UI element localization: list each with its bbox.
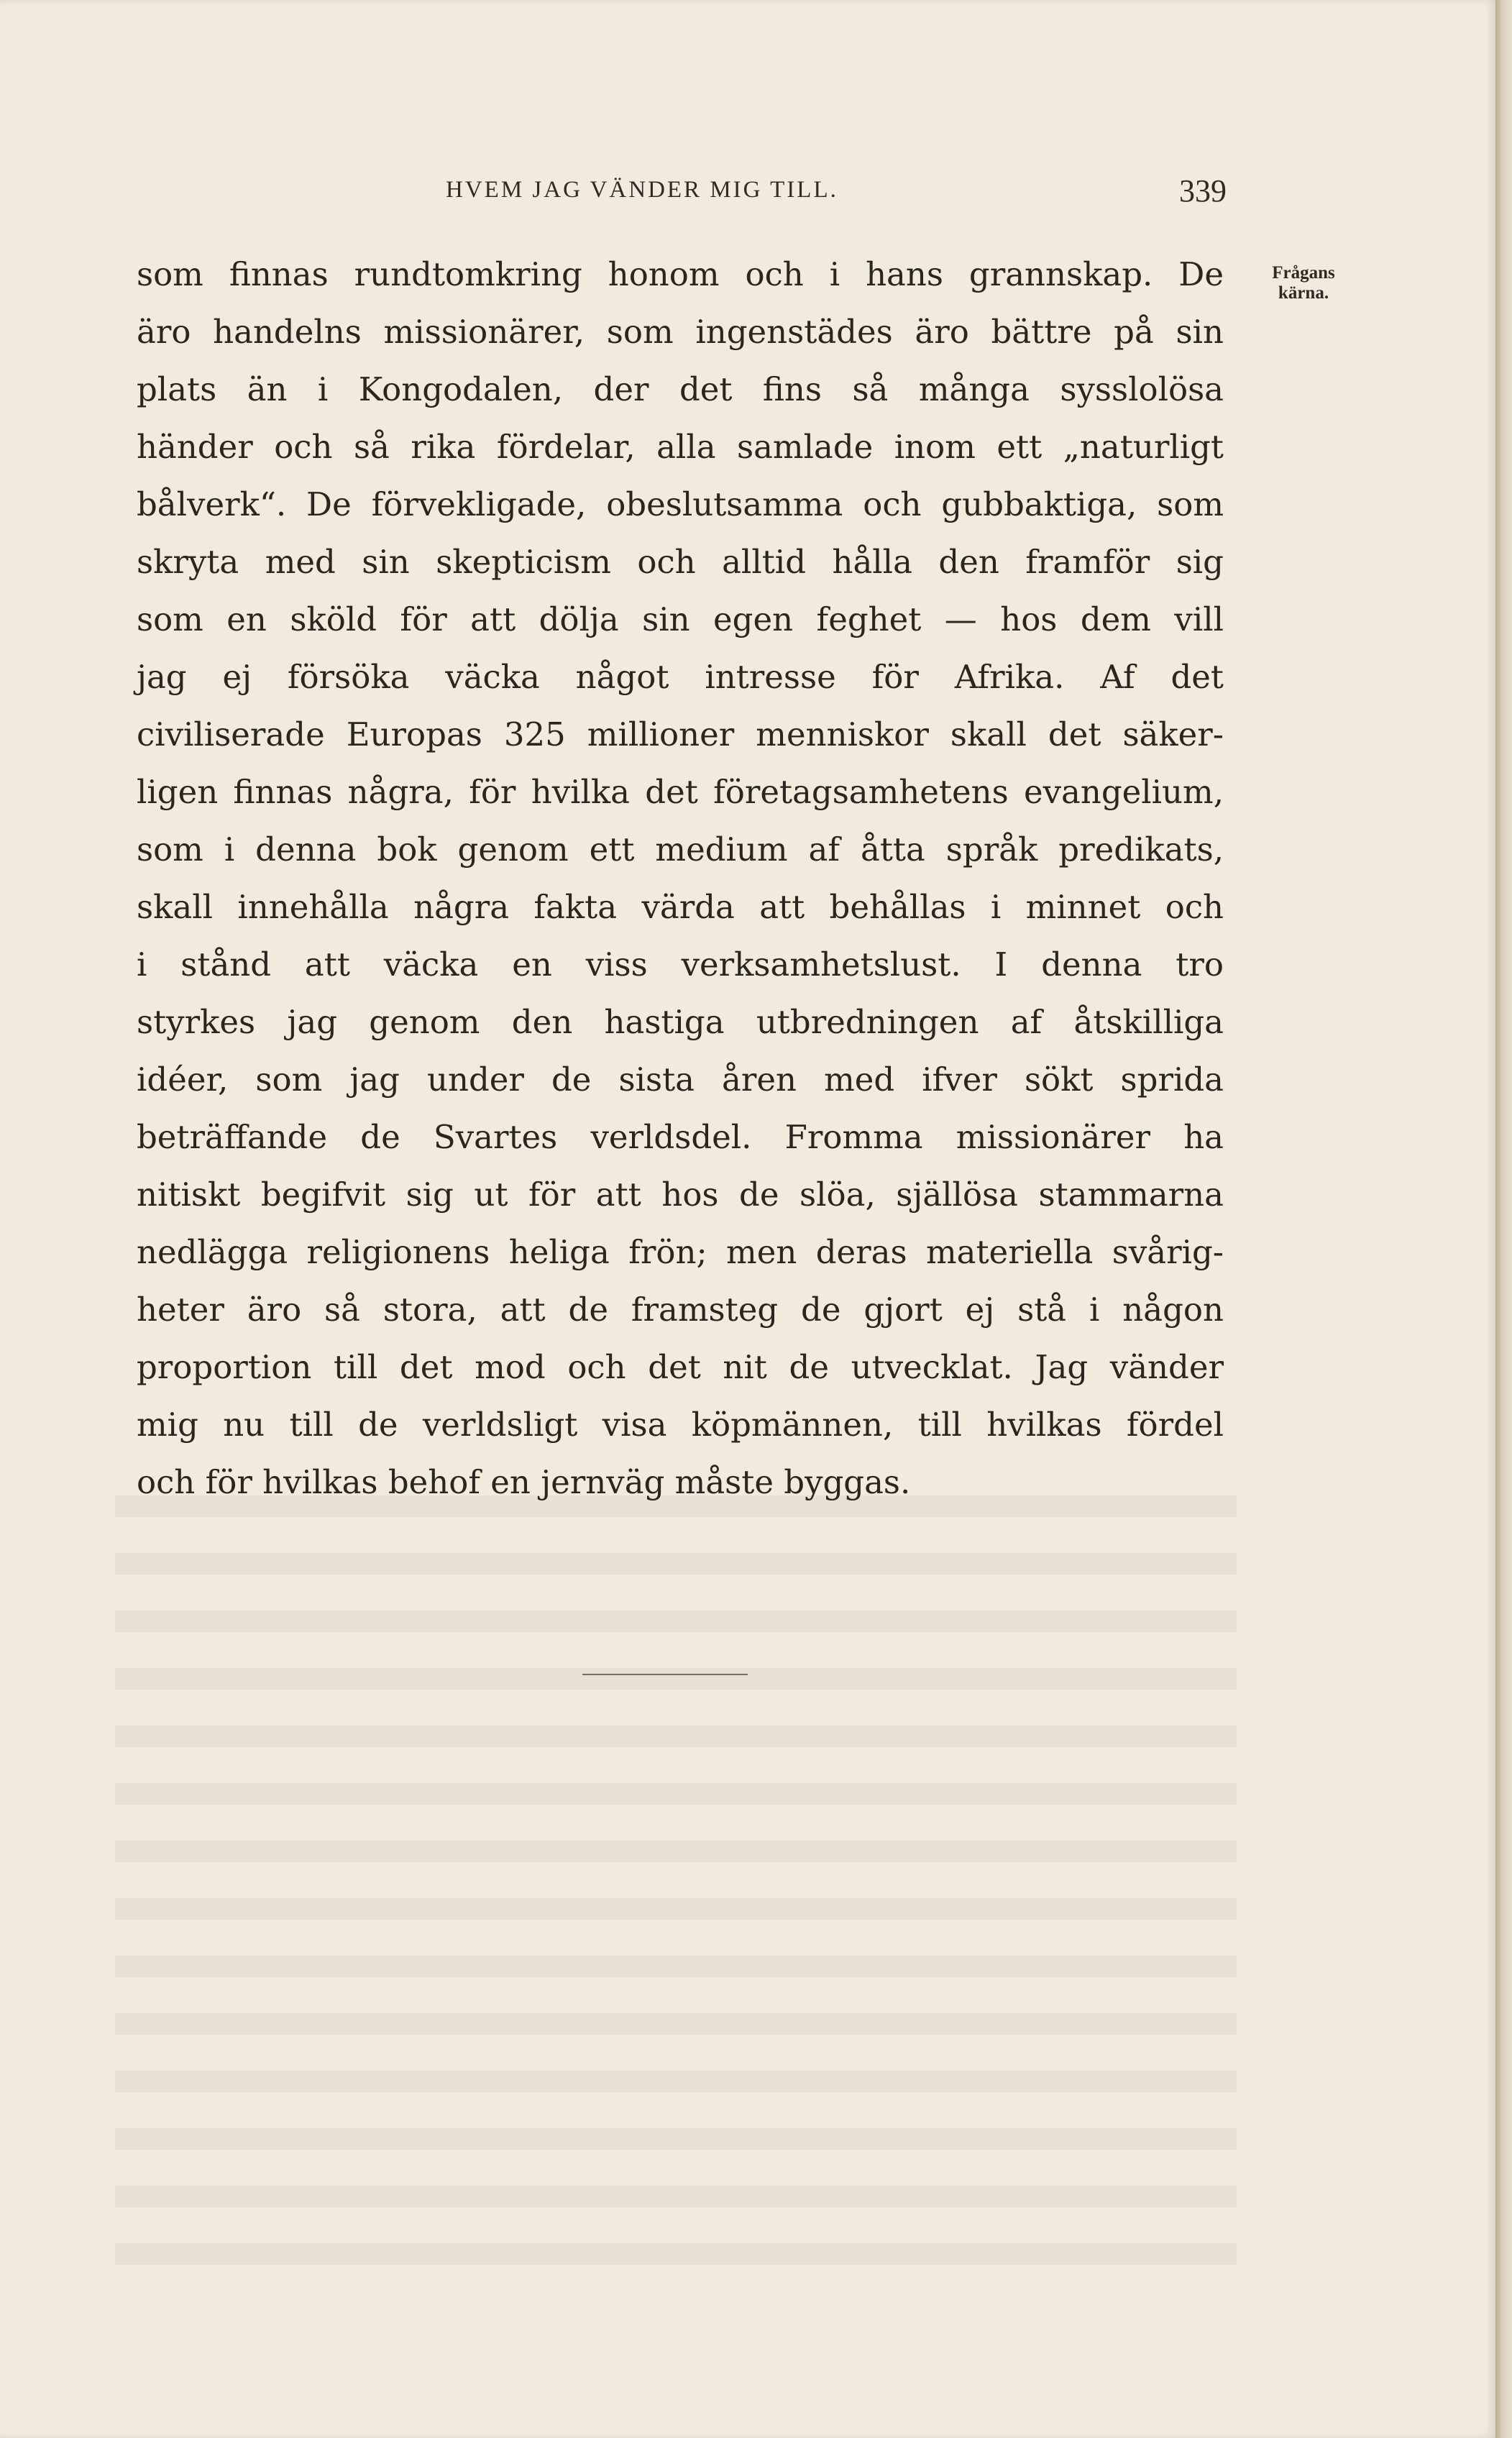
text-line: civiliserade Europas 325 millioner menniskor skall det säker- [137,715,1224,753]
text-line: och för hvilkas behof en jernväg måste byggas. [137,1463,911,1501]
text-line: skall innehålla några fakta värda att behållas i minnet och [137,888,1224,926]
text-line: nedlägga religionens heliga frön; men deras materiella svårig- [137,1233,1224,1271]
text-line: plats än i Kongodalen, der det fins så många sysslolösa [137,370,1224,408]
text-line: idéer, som jag under de sista åren med ifver sökt sprida [137,1060,1224,1099]
text-line: bålverk“. De förvekligade, obeslutsamma och gubbaktiga, som [137,485,1224,523]
text-line: proportion till det mod och det nit de utvecklat. Jag vänder [137,1348,1224,1386]
text-line: äro handelns missionärer, som ingenstädes äro bättre på sin [137,313,1224,351]
margin-note-line: Frågans [1272,263,1335,283]
text-line: som i denna bok genom ett medium af åtta språk predikats, [137,830,1224,869]
page-edge [1495,0,1512,2438]
text-line: ligen finnas några, för hvilka det företagsamhetens evangelium, [137,773,1224,811]
text-line: som finnas rundtomkring honom och i hans grannskap. De [137,255,1224,293]
body-paragraph [137,246,1224,1511]
text-line: heter äro så stora, att de framsteg de gjort ej stå i någon [137,1291,1224,1329]
margin-note-line: kärna. [1278,283,1329,303]
text-line: skryta med sin skepticism och alltid hålla den framför sig [137,543,1224,581]
text-line: mig nu till de verldsligt visa köpmännen, till hvilkas fördel [137,1406,1224,1444]
text-line: styrkes jag genom den hastiga utbredningen af åtskilliga [137,1003,1224,1041]
text-line: beträffande de Svartes verldsdel. Fromma missionärer ha [137,1118,1224,1156]
text-line: som en sköld för att dölja sin egen feghet — hos dem vill [137,600,1224,638]
margin-note [1250,263,1357,303]
text-line: i stånd att väcka en viss verksamhetslust. I denna tro [137,945,1224,984]
page-number: 339 [1179,173,1227,208]
section-rule [582,1674,748,1675]
text-line: nitiskt begifvit sig ut för att hos de slöa, själlösa stammarna [137,1176,1224,1214]
running-title: HVEM JAG VÄNDER MIG TILL. [446,177,838,203]
text-line: jag ej försöka väcka något intresse för Afrika. Af det [137,658,1224,696]
show-through-bleed [115,1495,1237,2286]
text-line: händer och så rika fördelar, alla samlade inom ett „naturligt [137,428,1224,466]
